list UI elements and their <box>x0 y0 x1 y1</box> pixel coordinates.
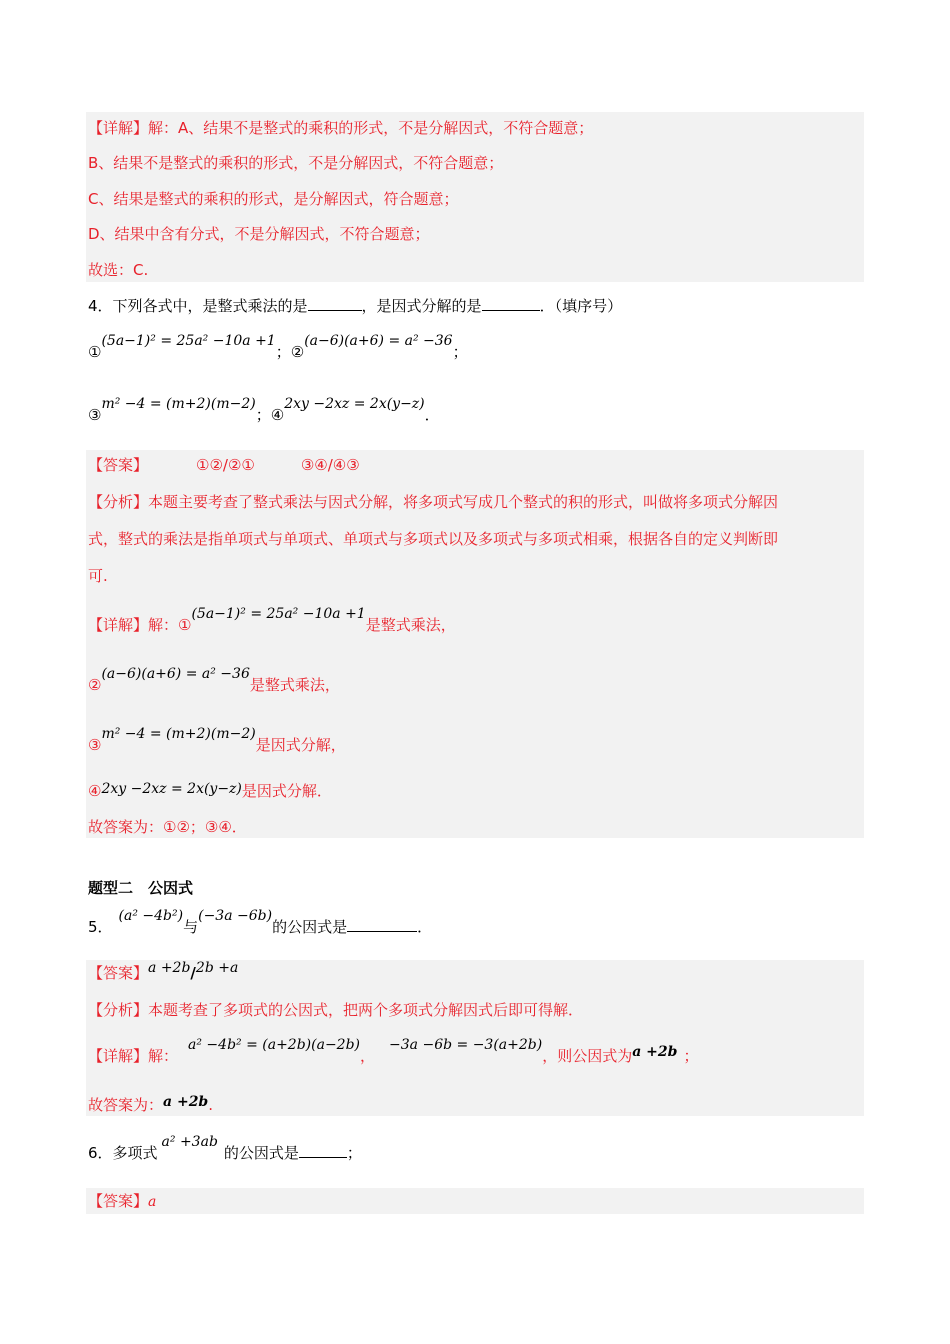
q5-answer-expr: a +2b <box>148 960 191 976</box>
q4-detail-2-number: ② <box>88 676 102 694</box>
q4-end: ． <box>424 406 440 424</box>
q4-option-1-expr: (5a−1)² = 25a² −10a +1 <box>101 333 276 349</box>
q4-answer-line <box>88 455 360 475</box>
q5-detail-expr-1: a² −4b² = (a+2b)(a−2b) <box>188 1037 361 1053</box>
q5-text: 的公因式是 <box>272 918 348 936</box>
q4-stem-part-c: ．（填序号） <box>539 297 623 315</box>
q4-detail-3-text: 是因式分解， <box>255 736 346 754</box>
q4-detail-4-number: ④ <box>88 782 102 800</box>
q4-detail-line-1 <box>88 606 456 636</box>
q4-detail-2-text: 是整式乘法， <box>249 676 340 694</box>
q6-answer-line <box>88 1191 156 1212</box>
q5-conclusion-label: 故答案为： <box>88 1096 164 1114</box>
q4-conclusion: 故答案为：①②；③④． <box>88 818 247 836</box>
q4-detail-1-text: 是整式乘法， <box>365 616 456 634</box>
q6-end: ； <box>346 1144 362 1162</box>
q4-detail-line-3 <box>88 726 346 756</box>
q4-option-2-number: ② <box>290 343 305 361</box>
q5-connector: 与 <box>183 918 199 936</box>
q4-option-3-expr: m² −4 = (m+2)(m−2) <box>101 396 256 412</box>
q4-detail-label: 【详解】解：① <box>88 616 192 634</box>
q6-blank[interactable] <box>299 1143 347 1158</box>
q6-answer-block <box>86 1188 864 1214</box>
q4-stem-part-a: 4．下列各式中，是整式乘法的是 <box>88 297 308 315</box>
q5-detail-expr-2: −3a −6b = −3(a+2b) <box>389 1037 543 1053</box>
q4-sep-1: ； <box>275 343 291 361</box>
q6-answer-label: 【答案】 <box>88 1192 149 1210</box>
q4-option-4-number: ④ <box>270 406 285 424</box>
q5-end: ． <box>417 918 433 936</box>
q6-number: 6．多项式 <box>88 1144 158 1162</box>
section-heading: 题型二 公因式 <box>88 879 194 897</box>
q4-detail-3-number: ③ <box>88 736 102 754</box>
q6-stem <box>88 1134 362 1164</box>
q4-options-row-1 <box>88 333 468 363</box>
q4-stem-part-b: ，是因式分解的是 <box>361 297 482 315</box>
q5-number: 5． <box>88 918 113 936</box>
q4-option-2-expr: (a−6)(a+6) = a² −36 <box>304 333 453 349</box>
q4-answer-1: ①②/②① <box>196 456 255 474</box>
q4-option-1-number: ① <box>88 343 102 361</box>
q4-options-row-2 <box>88 396 440 426</box>
q3-conclusion: 故选：C. <box>88 261 149 279</box>
q5-detail-end: ； <box>683 1047 699 1065</box>
q4-stem <box>88 296 622 316</box>
q6-answer-value: a <box>148 1194 157 1210</box>
q6-expr: a² +3ab <box>161 1134 218 1150</box>
q4-blank-2[interactable] <box>482 296 540 311</box>
q4-detail-line-4 <box>88 781 332 802</box>
q5-blank[interactable] <box>347 917 417 932</box>
q5-detail-result: a +2b <box>632 1044 678 1060</box>
q4-sep-3: ； <box>255 406 271 424</box>
q5-answer-line <box>88 960 239 984</box>
q4-analysis-line-1: 【分析】本题主要考查了整式乘法与因式分解，将多项式写成几个整式的积的形式，叫做将多项式分解因 <box>88 493 779 511</box>
q4-option-3-number: ③ <box>88 406 102 424</box>
q4-analysis-line-2: 式，整式的乘法是指单项式与单项式、单项式与多项式以及多项式与多项式相乘，根据各自的定义判断即 <box>88 530 779 548</box>
q4-detail-2-expr: (a−6)(a+6) = a² −36 <box>101 666 250 682</box>
q5-detail-text: ，则公因式为 <box>542 1047 633 1065</box>
q4-answer-2: ③④/④③ <box>300 456 360 474</box>
q4-analysis-line-3: 可. <box>88 567 108 585</box>
q5-analysis: 【分析】本题考查了多项式的公因式，把两个多项式分解因式后即可得解． <box>88 1001 584 1019</box>
q5-answer-label: 【答案】 <box>88 964 149 982</box>
q4-blank-1[interactable] <box>308 296 362 311</box>
q4-detail-line-2 <box>88 666 340 696</box>
q5-expr-1: (a² −4b²) <box>118 908 184 924</box>
q3-detail-line-2: B、结果不是整式的乘积的形式，不是分解因式，不符合题意； <box>88 154 504 172</box>
q5-detail <box>88 1037 699 1067</box>
q5-answer-expr-2: 2b +a <box>195 960 239 976</box>
q6-text: 的公因式是 <box>223 1144 299 1162</box>
q4-detail-4-text: 是因式分解． <box>241 782 332 800</box>
q5-answer-slash: / <box>190 964 196 982</box>
q3-detail-line-1: 【详解】解：A、结果不是整式的乘积的形式，不是分解因式，不符合题意； <box>88 119 594 137</box>
q5-conclusion-end: . <box>208 1096 214 1114</box>
q5-stem <box>88 908 433 938</box>
q5-expr-2: (−3a −6b) <box>198 908 273 924</box>
q5-conclusion <box>88 1095 213 1116</box>
q5-detail-comma: ， <box>360 1047 376 1065</box>
q4-detail-3-expr: m² −4 = (m+2)(m−2) <box>101 726 256 742</box>
q5-detail-label: 【详解】解： <box>88 1047 179 1065</box>
q4-detail-4-expr: 2xy −2xz = 2x(y−z) <box>101 781 242 797</box>
q5-conclusion-expr: a +2b <box>163 1094 209 1110</box>
q4-option-4-expr: 2xy −2xz = 2x(y−z) <box>284 396 425 412</box>
q3-detail-line-3: C、结果是整式的乘积的形式，是分解因式，符合题意； <box>88 190 459 208</box>
q4-detail-1-expr: (5a−1)² = 25a² −10a +1 <box>191 606 366 622</box>
q3-detail-line-4: D、结果中含有分式，不是分解因式，不符合题意； <box>88 225 430 243</box>
q4-sep-2: ； <box>452 343 468 361</box>
q4-answer-label: 【答案】 <box>88 456 149 474</box>
